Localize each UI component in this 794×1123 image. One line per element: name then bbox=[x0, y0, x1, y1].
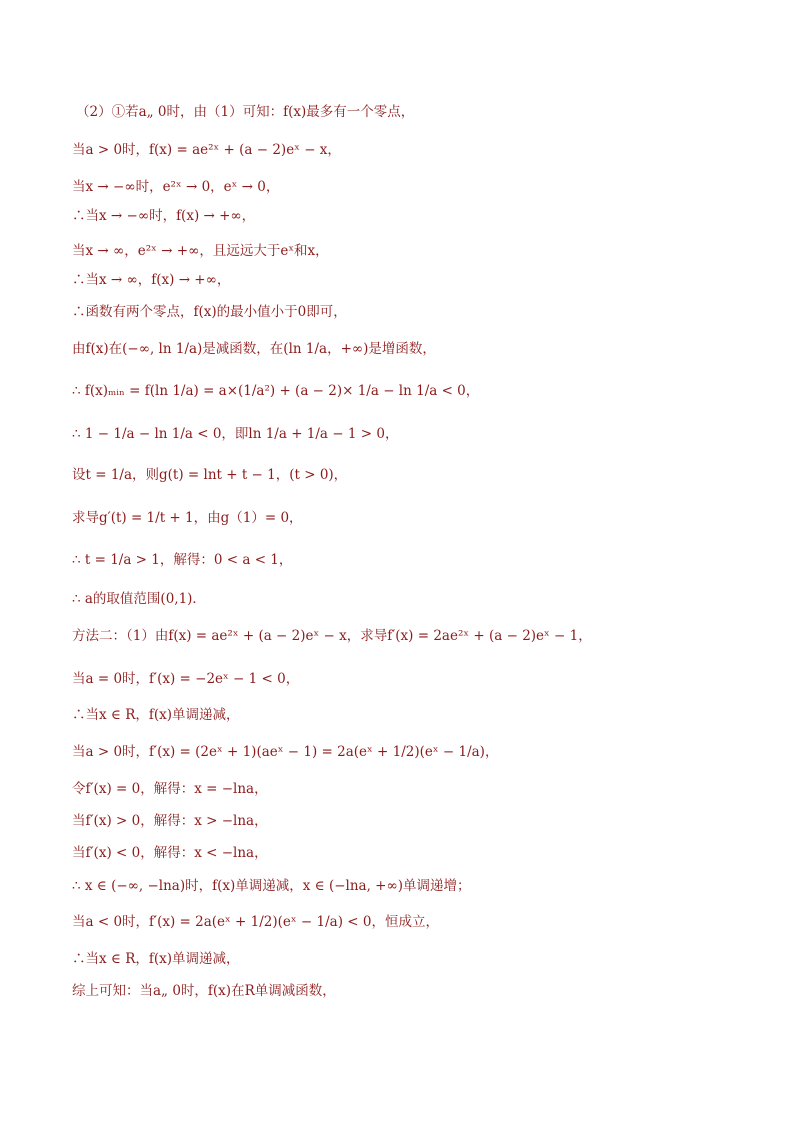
text-line: ∴当x → ∞，f(x) → +∞， bbox=[72, 272, 231, 288]
text-line: ∴ a的取值范围(0,1)． bbox=[72, 591, 206, 607]
text-line: 当x → ∞，e²ˣ → +∞，且远远大于eˣ和x， bbox=[72, 243, 329, 259]
text-line: 综上可知：当a„ 0时，f(x)在R单调减函数， bbox=[72, 983, 336, 999]
text-line: 当x → −∞时，e²ˣ → 0，eˣ → 0， bbox=[72, 179, 280, 195]
text-line: ∴ x ∈ (−∞, −lna)时，f(x)单调递减，x ∈ (−lna, +∞)单调递增； bbox=[72, 878, 471, 894]
text-line: 方法二：（1）由f(x) = ae²ˣ + (a − 2)eˣ − x，求导f′(x) = 2ae²ˣ + (a − 2)eˣ − 1， bbox=[72, 628, 592, 644]
text-line: 由f(x)在(−∞, ln 1/a)是减函数，在(ln 1/a，+∞)是增函数， bbox=[72, 341, 436, 357]
text-line: 当a > 0时，f(x) = ae²ˣ + (a − 2)eˣ − x， bbox=[72, 142, 341, 158]
text-line: 当a = 0时，f′(x) = −2eˣ − 1 < 0， bbox=[72, 671, 300, 687]
text-line: 令f′(x) = 0，解得：x = −lna， bbox=[72, 781, 268, 797]
text-line: 求导g′(t) = 1/t + 1，由g（1）= 0， bbox=[72, 510, 303, 526]
text-line: ∴当x ∈ R，f(x)单调递减， bbox=[72, 951, 240, 967]
text-line: 当a < 0时，f′(x) = 2a(eˣ + 1/2)(eˣ − 1/a) < 0，恒成立， bbox=[72, 914, 439, 930]
text-line: 设t = 1/a，则g(t) = lnt + t − 1，(t > 0)， bbox=[72, 467, 348, 483]
text-line: ∴当x ∈ R，f(x)单调递减， bbox=[72, 707, 240, 723]
text-line: ∴ t = 1/a > 1，解得：0 < a < 1， bbox=[72, 552, 293, 568]
text-line: 当f′(x) > 0，解得：x > −lna， bbox=[72, 813, 268, 829]
text-line: （2）①若a„ 0时，由（1）可知：f(x)最多有一个零点， bbox=[76, 104, 415, 120]
text-line: ∴ 1 − 1/a − ln 1/a < 0，即ln 1/a + 1/a − 1 > 0， bbox=[72, 426, 399, 442]
text-line: 当f′(x) < 0，解得：x < −lna， bbox=[72, 845, 268, 861]
text-line: ∴ f(x)ₘᵢₙ = f(ln 1/a) = a×(1/a²) + (a − 2)× 1/a − ln 1/a < 0， bbox=[72, 383, 480, 399]
text-line: ∴函数有两个零点，f(x)的最小值小于0即可， bbox=[72, 304, 347, 320]
text-line: 当a > 0时，f′(x) = (2eˣ + 1)(aeˣ − 1) = 2a(eˣ + 1/2)(eˣ − 1/a)， bbox=[72, 744, 499, 760]
text-line: ∴当x → −∞时，f(x) → +∞， bbox=[72, 208, 256, 224]
